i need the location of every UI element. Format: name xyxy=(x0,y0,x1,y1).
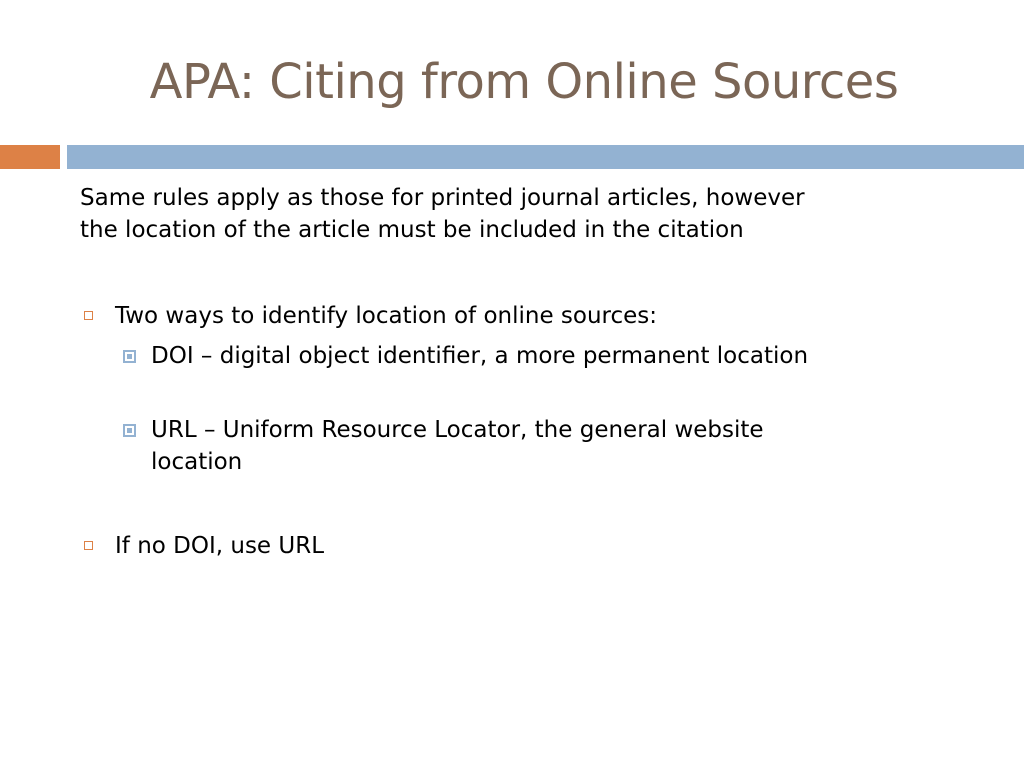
sub-bullet-text: DOI – digital object identifier, a more permanent location xyxy=(151,343,809,369)
sub-bullet-text-line-1: URL – Uniform Resource Locator, the general website xyxy=(151,417,764,443)
title-divider-blue xyxy=(67,145,1024,169)
hollow-square-bullet-icon xyxy=(84,311,93,320)
bullet-item xyxy=(80,530,980,562)
hollow-square-bullet-icon xyxy=(84,541,93,550)
sub-bullet-item xyxy=(80,340,980,372)
sub-bullet-text-line-2: location xyxy=(151,449,243,475)
filled-square-bullet-icon xyxy=(123,424,136,437)
title-divider-orange xyxy=(0,145,60,169)
sub-bullet-item xyxy=(80,414,980,478)
filled-square-bullet-icon xyxy=(123,350,136,363)
intro-line-1: Same rules apply as those for printed journal articles, however xyxy=(80,185,805,211)
slide-title: APA: Citing from Online Sources xyxy=(149,54,899,110)
intro-paragraph xyxy=(80,182,980,246)
intro-line-2: the location of the article must be included in the citation xyxy=(80,217,744,243)
bullet-item xyxy=(80,300,980,332)
bullet-text: Two ways to identify location of online sources: xyxy=(115,303,658,329)
slide-content xyxy=(80,182,980,562)
bullet-text: If no DOI, use URL xyxy=(115,533,325,559)
